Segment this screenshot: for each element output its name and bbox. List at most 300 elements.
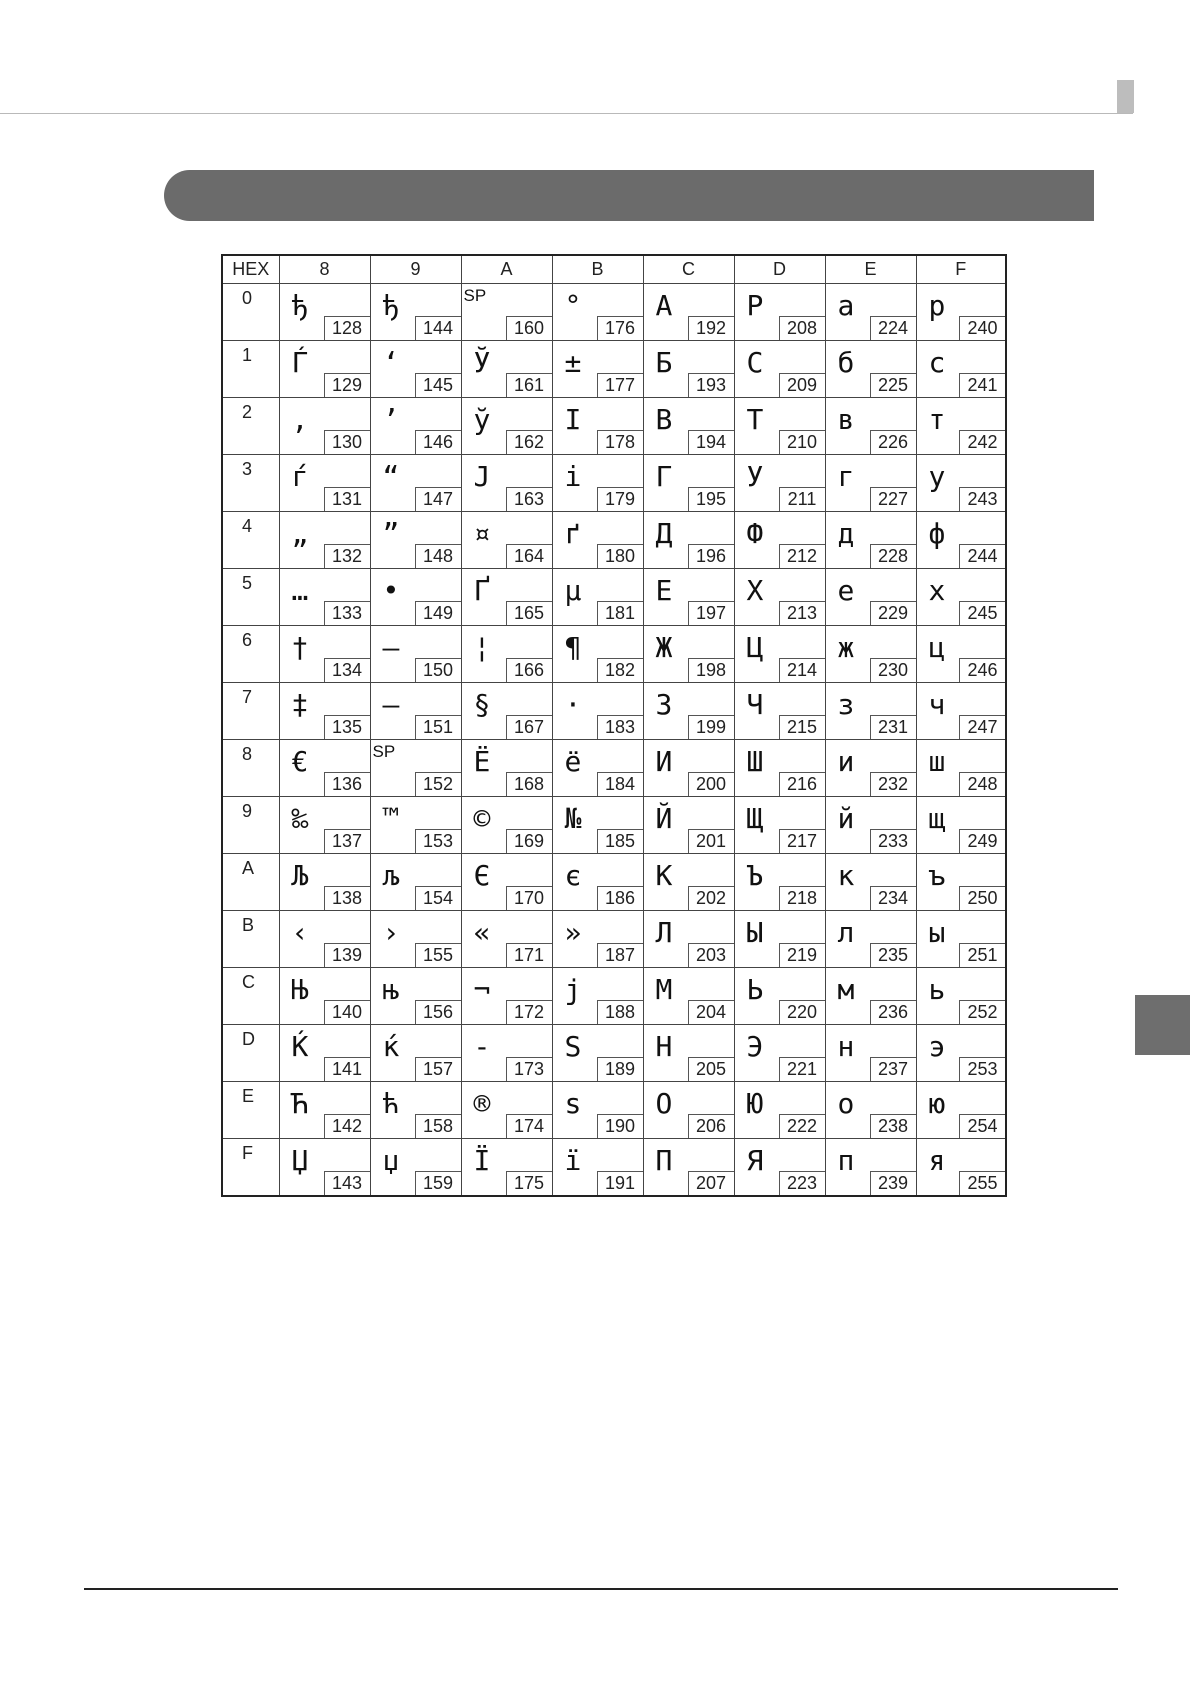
char-cell bbox=[643, 797, 734, 854]
char-glyph: » bbox=[564, 916, 582, 949]
column-header: 9 bbox=[370, 255, 461, 284]
char-glyph: ° bbox=[564, 289, 582, 322]
decimal-code-box: 235 bbox=[870, 943, 916, 967]
chapter-side-tab bbox=[1135, 995, 1190, 1055]
char-glyph: е bbox=[837, 574, 855, 607]
char-cell bbox=[552, 740, 643, 797]
char-glyph: Щ bbox=[746, 802, 764, 835]
char-cell bbox=[370, 455, 461, 512]
decimal-code-box: 151 bbox=[415, 715, 461, 739]
char-cell bbox=[734, 455, 825, 512]
char-cell bbox=[461, 797, 552, 854]
char-glyph: Є bbox=[473, 859, 491, 892]
char-cell bbox=[370, 683, 461, 740]
char-glyph: – bbox=[382, 631, 400, 664]
char-cell bbox=[279, 455, 370, 512]
char-glyph: Э bbox=[746, 1030, 764, 1063]
char-glyph: „ bbox=[291, 517, 309, 550]
char-glyph: й bbox=[837, 802, 855, 835]
char-cell bbox=[370, 854, 461, 911]
char-cell bbox=[552, 683, 643, 740]
char-cell bbox=[643, 341, 734, 398]
char-glyph: Ћ bbox=[291, 1087, 309, 1120]
char-cell bbox=[734, 683, 825, 740]
decimal-code-box: 177 bbox=[597, 373, 643, 397]
table-row bbox=[222, 341, 1006, 398]
decimal-code-box: 158 bbox=[415, 1114, 461, 1138]
row-hex-cell bbox=[222, 854, 279, 911]
char-glyph: џ bbox=[382, 1144, 400, 1177]
char-cell bbox=[643, 1139, 734, 1197]
decimal-code-box: 187 bbox=[597, 943, 643, 967]
decimal-code-box: 132 bbox=[324, 544, 370, 568]
char-glyph: ® bbox=[473, 1087, 491, 1120]
char-cell bbox=[734, 740, 825, 797]
char-cell bbox=[734, 512, 825, 569]
char-cell bbox=[279, 1082, 370, 1139]
char-cell bbox=[916, 968, 1006, 1025]
char-cell bbox=[643, 1025, 734, 1082]
decimal-code-box: 222 bbox=[779, 1114, 825, 1138]
char-glyph: - bbox=[473, 1030, 491, 1063]
decimal-code-box: 231 bbox=[870, 715, 916, 739]
char-glyph: Ў bbox=[473, 346, 491, 379]
char-cell bbox=[370, 1025, 461, 1082]
char-glyph: о bbox=[837, 1087, 855, 1120]
char-cell bbox=[370, 1082, 461, 1139]
char-glyph: ъ bbox=[928, 859, 946, 892]
char-glyph: р bbox=[928, 289, 946, 322]
table-row bbox=[222, 911, 1006, 968]
char-cell bbox=[552, 569, 643, 626]
char-cell bbox=[370, 341, 461, 398]
table-row bbox=[222, 797, 1006, 854]
decimal-code-box: 225 bbox=[870, 373, 916, 397]
table-row bbox=[222, 1025, 1006, 1082]
table-row bbox=[222, 455, 1006, 512]
decimal-code-box: 147 bbox=[415, 487, 461, 511]
char-cell bbox=[279, 797, 370, 854]
decimal-code-box: 229 bbox=[870, 601, 916, 625]
row-hex-label: F bbox=[242, 1143, 253, 1163]
decimal-code-box: 138 bbox=[324, 886, 370, 910]
decimal-code-box: 226 bbox=[870, 430, 916, 454]
char-glyph: Ќ bbox=[291, 1030, 309, 1063]
decimal-code-box: 133 bbox=[324, 601, 370, 625]
decimal-code-box: 165 bbox=[506, 601, 552, 625]
row-hex-label: 6 bbox=[242, 630, 253, 650]
decimal-code-box: 223 bbox=[779, 1171, 825, 1195]
row-hex-label: 8 bbox=[242, 744, 253, 764]
char-cell bbox=[643, 854, 734, 911]
row-hex-cell bbox=[222, 740, 279, 797]
row-hex-cell bbox=[222, 284, 279, 341]
char-cell bbox=[279, 341, 370, 398]
decimal-code-box: 255 bbox=[959, 1171, 1005, 1195]
table-row bbox=[222, 1139, 1006, 1197]
char-cell bbox=[734, 341, 825, 398]
char-glyph: µ bbox=[564, 574, 582, 607]
decimal-code-box: 171 bbox=[506, 943, 552, 967]
char-cell bbox=[643, 968, 734, 1025]
decimal-code-box: 214 bbox=[779, 658, 825, 682]
column-header: D bbox=[734, 255, 825, 284]
char-glyph: А bbox=[655, 289, 673, 322]
char-glyph: П bbox=[655, 1144, 673, 1177]
char-glyph: б bbox=[837, 346, 855, 379]
decimal-code-box: 167 bbox=[506, 715, 552, 739]
char-glyph: Ь bbox=[746, 973, 764, 1006]
decimal-code-box: 192 bbox=[688, 316, 734, 340]
char-cell bbox=[370, 398, 461, 455]
char-glyph: с bbox=[928, 346, 946, 379]
decimal-code-box: 217 bbox=[779, 829, 825, 853]
char-cell bbox=[643, 911, 734, 968]
decimal-code-box: 250 bbox=[959, 886, 1005, 910]
row-hex-cell bbox=[222, 1139, 279, 1197]
decimal-code-box: 202 bbox=[688, 886, 734, 910]
column-header: A bbox=[461, 255, 552, 284]
row-hex-label: 3 bbox=[242, 459, 253, 479]
decimal-code-box: 190 bbox=[597, 1114, 643, 1138]
char-cell bbox=[461, 968, 552, 1025]
decimal-code-box: 164 bbox=[506, 544, 552, 568]
decimal-code-box: 142 bbox=[324, 1114, 370, 1138]
char-cell bbox=[916, 569, 1006, 626]
decimal-code-box: 218 bbox=[779, 886, 825, 910]
decimal-code-box: 178 bbox=[597, 430, 643, 454]
decimal-code-box: 145 bbox=[415, 373, 461, 397]
char-cell bbox=[279, 1139, 370, 1197]
row-hex-label: 2 bbox=[242, 402, 253, 422]
char-glyph: ‹ bbox=[291, 916, 309, 949]
row-hex-cell bbox=[222, 911, 279, 968]
char-glyph: И bbox=[655, 745, 673, 778]
char-cell bbox=[825, 968, 916, 1025]
char-glyph: Џ bbox=[291, 1144, 309, 1177]
char-cell bbox=[279, 626, 370, 683]
char-glyph: ‘ bbox=[382, 346, 400, 379]
table-row bbox=[222, 569, 1006, 626]
char-cell bbox=[370, 740, 461, 797]
decimal-code-box: 227 bbox=[870, 487, 916, 511]
char-cell bbox=[461, 854, 552, 911]
char-glyph: љ bbox=[382, 859, 400, 892]
char-glyph: Ё bbox=[473, 745, 491, 778]
char-glyph: ё bbox=[564, 745, 582, 778]
char-cell bbox=[734, 968, 825, 1025]
char-glyph: м bbox=[837, 973, 855, 1006]
decimal-code-box: 185 bbox=[597, 829, 643, 853]
char-cell bbox=[279, 740, 370, 797]
decimal-code-box: 131 bbox=[324, 487, 370, 511]
char-glyph: ” bbox=[382, 517, 400, 550]
row-hex-label: 0 bbox=[242, 288, 253, 308]
decimal-code-box: 186 bbox=[597, 886, 643, 910]
char-glyph: ђ bbox=[291, 289, 309, 322]
decimal-code-box: 154 bbox=[415, 886, 461, 910]
char-glyph: Ї bbox=[473, 1144, 491, 1177]
char-glyph: д bbox=[837, 517, 855, 550]
decimal-code-box: 241 bbox=[959, 373, 1005, 397]
char-cell bbox=[552, 797, 643, 854]
decimal-code-box: 211 bbox=[779, 487, 825, 511]
char-glyph: ж bbox=[837, 631, 855, 664]
decimal-code-box: 195 bbox=[688, 487, 734, 511]
column-header: 8 bbox=[279, 255, 370, 284]
char-cell bbox=[552, 968, 643, 1025]
char-cell bbox=[643, 1082, 734, 1139]
decimal-code-box: 253 bbox=[959, 1057, 1005, 1081]
char-glyph: а bbox=[837, 289, 855, 322]
row-hex-label: 5 bbox=[242, 573, 253, 593]
char-cell bbox=[643, 398, 734, 455]
char-glyph: ™ bbox=[382, 802, 400, 835]
decimal-code-box: 219 bbox=[779, 943, 825, 967]
char-cell bbox=[279, 1025, 370, 1082]
char-cell bbox=[734, 854, 825, 911]
decimal-code-box: 198 bbox=[688, 658, 734, 682]
decimal-code-box: 243 bbox=[959, 487, 1005, 511]
char-cell bbox=[370, 626, 461, 683]
char-glyph: ѓ bbox=[291, 460, 309, 493]
decimal-code-box: 181 bbox=[597, 601, 643, 625]
row-hex-label: 1 bbox=[242, 345, 253, 365]
char-cell bbox=[825, 284, 916, 341]
row-hex-cell bbox=[222, 968, 279, 1025]
char-glyph: л bbox=[837, 916, 855, 949]
char-glyph: ¶ bbox=[564, 631, 582, 664]
decimal-code-box: 157 bbox=[415, 1057, 461, 1081]
char-cell bbox=[461, 683, 552, 740]
char-glyph: З bbox=[655, 688, 673, 721]
char-cell bbox=[825, 1139, 916, 1197]
char-glyph: Ф bbox=[746, 517, 764, 550]
decimal-code-box: 204 bbox=[688, 1000, 734, 1024]
section-title-bar bbox=[164, 170, 1094, 221]
char-glyph: Ц bbox=[746, 631, 764, 664]
decimal-code-box: 244 bbox=[959, 544, 1005, 568]
table-row bbox=[222, 854, 1006, 911]
decimal-code-box: 194 bbox=[688, 430, 734, 454]
decimal-code-box: 143 bbox=[324, 1171, 370, 1195]
char-glyph: Д bbox=[655, 517, 673, 550]
row-hex-cell bbox=[222, 455, 279, 512]
char-cell bbox=[370, 968, 461, 1025]
row-hex-label: 7 bbox=[242, 687, 253, 707]
char-cell bbox=[916, 398, 1006, 455]
char-cell bbox=[825, 569, 916, 626]
decimal-code-box: 173 bbox=[506, 1057, 552, 1081]
decimal-code-box: 197 bbox=[688, 601, 734, 625]
char-glyph: М bbox=[655, 973, 673, 1006]
char-cell bbox=[643, 683, 734, 740]
char-cell bbox=[916, 455, 1006, 512]
char-glyph: ћ bbox=[382, 1087, 400, 1120]
char-cell bbox=[825, 911, 916, 968]
column-header: E bbox=[825, 255, 916, 284]
char-glyph: ќ bbox=[382, 1030, 400, 1063]
decimal-code-box: 254 bbox=[959, 1114, 1005, 1138]
char-cell bbox=[734, 284, 825, 341]
char-glyph: Ѓ bbox=[291, 346, 309, 379]
char-cell bbox=[461, 626, 552, 683]
table-row bbox=[222, 968, 1006, 1025]
row-hex-label: 4 bbox=[242, 516, 253, 536]
char-glyph: Г bbox=[655, 460, 673, 493]
decimal-code-box: 224 bbox=[870, 316, 916, 340]
row-hex-cell bbox=[222, 512, 279, 569]
decimal-code-box: 246 bbox=[959, 658, 1005, 682]
decimal-code-box: 210 bbox=[779, 430, 825, 454]
char-glyph: … bbox=[291, 574, 309, 607]
char-glyph: ч bbox=[928, 688, 946, 721]
char-cell bbox=[461, 1025, 552, 1082]
hex-corner-header: HEX bbox=[222, 255, 279, 284]
char-glyph: њ bbox=[382, 973, 400, 1006]
char-glyph: І bbox=[564, 403, 582, 436]
decimal-code-box: 199 bbox=[688, 715, 734, 739]
decimal-code-box: 146 bbox=[415, 430, 461, 454]
header-rule bbox=[0, 113, 1133, 114]
page-corner-tab bbox=[1117, 80, 1134, 113]
row-hex-cell bbox=[222, 1025, 279, 1082]
char-cell bbox=[461, 455, 552, 512]
decimal-code-box: 139 bbox=[324, 943, 370, 967]
char-cell bbox=[552, 455, 643, 512]
char-glyph: н bbox=[837, 1030, 855, 1063]
char-cell bbox=[734, 797, 825, 854]
char-cell bbox=[825, 512, 916, 569]
decimal-code-box: 206 bbox=[688, 1114, 734, 1138]
table-body bbox=[222, 284, 1006, 1197]
char-cell bbox=[916, 341, 1006, 398]
decimal-code-box: 188 bbox=[597, 1000, 643, 1024]
char-glyph: щ bbox=[928, 802, 946, 835]
row-hex-label: B bbox=[242, 915, 255, 935]
char-glyph: у bbox=[928, 460, 946, 493]
char-cell bbox=[825, 626, 916, 683]
table-row bbox=[222, 683, 1006, 740]
table-row bbox=[222, 398, 1006, 455]
char-glyph: С bbox=[746, 346, 764, 379]
decimal-code-box: 237 bbox=[870, 1057, 916, 1081]
decimal-code-box: 183 bbox=[597, 715, 643, 739]
char-cell bbox=[552, 854, 643, 911]
char-glyph: Њ bbox=[291, 973, 309, 1006]
char-cell bbox=[461, 341, 552, 398]
row-hex-cell bbox=[222, 797, 279, 854]
decimal-code-box: 135 bbox=[324, 715, 370, 739]
decimal-code-box: 155 bbox=[415, 943, 461, 967]
char-glyph: ’ bbox=[382, 403, 400, 436]
char-glyph: † bbox=[291, 631, 309, 664]
decimal-code-box: 251 bbox=[959, 943, 1005, 967]
decimal-code-box: 207 bbox=[688, 1171, 734, 1195]
char-cell bbox=[279, 398, 370, 455]
char-glyph: ї bbox=[564, 1144, 582, 1177]
decimal-code-box: 152 bbox=[415, 772, 461, 796]
table-row bbox=[222, 512, 1006, 569]
char-cell bbox=[734, 911, 825, 968]
char-cell bbox=[825, 683, 916, 740]
char-cell bbox=[279, 968, 370, 1025]
char-glyph: Ѕ bbox=[564, 1030, 582, 1063]
char-glyph: Е bbox=[655, 574, 673, 607]
decimal-code-box: 160 bbox=[506, 316, 552, 340]
table-row bbox=[222, 626, 1006, 683]
char-cell bbox=[916, 797, 1006, 854]
decimal-code-box: 248 bbox=[959, 772, 1005, 796]
decimal-code-box: 184 bbox=[597, 772, 643, 796]
char-glyph: п bbox=[837, 1144, 855, 1177]
row-hex-label: D bbox=[242, 1029, 255, 1049]
decimal-code-box: 149 bbox=[415, 601, 461, 625]
char-cell bbox=[643, 455, 734, 512]
decimal-code-box: 232 bbox=[870, 772, 916, 796]
decimal-code-box: 169 bbox=[506, 829, 552, 853]
decimal-code-box: 134 bbox=[324, 658, 370, 682]
char-glyph: ў bbox=[473, 403, 491, 436]
row-hex-cell bbox=[222, 569, 279, 626]
char-cell bbox=[916, 512, 1006, 569]
char-glyph: Х bbox=[746, 574, 764, 607]
decimal-code-box: 239 bbox=[870, 1171, 916, 1195]
char-cell bbox=[552, 341, 643, 398]
char-glyph: ь bbox=[928, 973, 946, 1006]
row-hex-cell bbox=[222, 683, 279, 740]
char-glyph: ѕ bbox=[564, 1087, 582, 1120]
char-glyph: Й bbox=[655, 802, 673, 835]
char-glyph: Ы bbox=[746, 916, 764, 949]
char-cell bbox=[916, 626, 1006, 683]
char-cell bbox=[552, 284, 643, 341]
char-glyph: ‰ bbox=[291, 802, 309, 835]
char-glyph: Ю bbox=[746, 1087, 764, 1120]
row-hex-label: 9 bbox=[242, 801, 253, 821]
decimal-code-box: 176 bbox=[597, 316, 643, 340]
char-cell bbox=[461, 398, 552, 455]
decimal-code-box: 230 bbox=[870, 658, 916, 682]
decimal-code-box: 161 bbox=[506, 373, 552, 397]
char-glyph: Ј bbox=[473, 460, 491, 493]
char-glyph: SP bbox=[463, 286, 487, 305]
char-cell bbox=[734, 1082, 825, 1139]
decimal-code-box: 163 bbox=[506, 487, 552, 511]
char-cell bbox=[552, 1082, 643, 1139]
char-cell bbox=[370, 1139, 461, 1197]
char-cell bbox=[643, 626, 734, 683]
char-cell bbox=[916, 1082, 1006, 1139]
decimal-code-box: 168 bbox=[506, 772, 552, 796]
char-glyph: « bbox=[473, 916, 491, 949]
decimal-code-box: 242 bbox=[959, 430, 1005, 454]
decimal-code-box: 213 bbox=[779, 601, 825, 625]
decimal-code-box: 170 bbox=[506, 886, 552, 910]
char-cell bbox=[461, 512, 552, 569]
row-hex-label: E bbox=[242, 1086, 255, 1106]
char-glyph: ± bbox=[564, 346, 582, 379]
decimal-code-box: 189 bbox=[597, 1057, 643, 1081]
char-glyph: Т bbox=[746, 403, 764, 436]
char-cell bbox=[643, 569, 734, 626]
decimal-code-box: 140 bbox=[324, 1000, 370, 1024]
char-glyph: · bbox=[564, 688, 582, 721]
char-cell bbox=[279, 911, 370, 968]
decimal-code-box: 252 bbox=[959, 1000, 1005, 1024]
decimal-code-box: 175 bbox=[506, 1171, 552, 1195]
char-cell bbox=[370, 569, 461, 626]
